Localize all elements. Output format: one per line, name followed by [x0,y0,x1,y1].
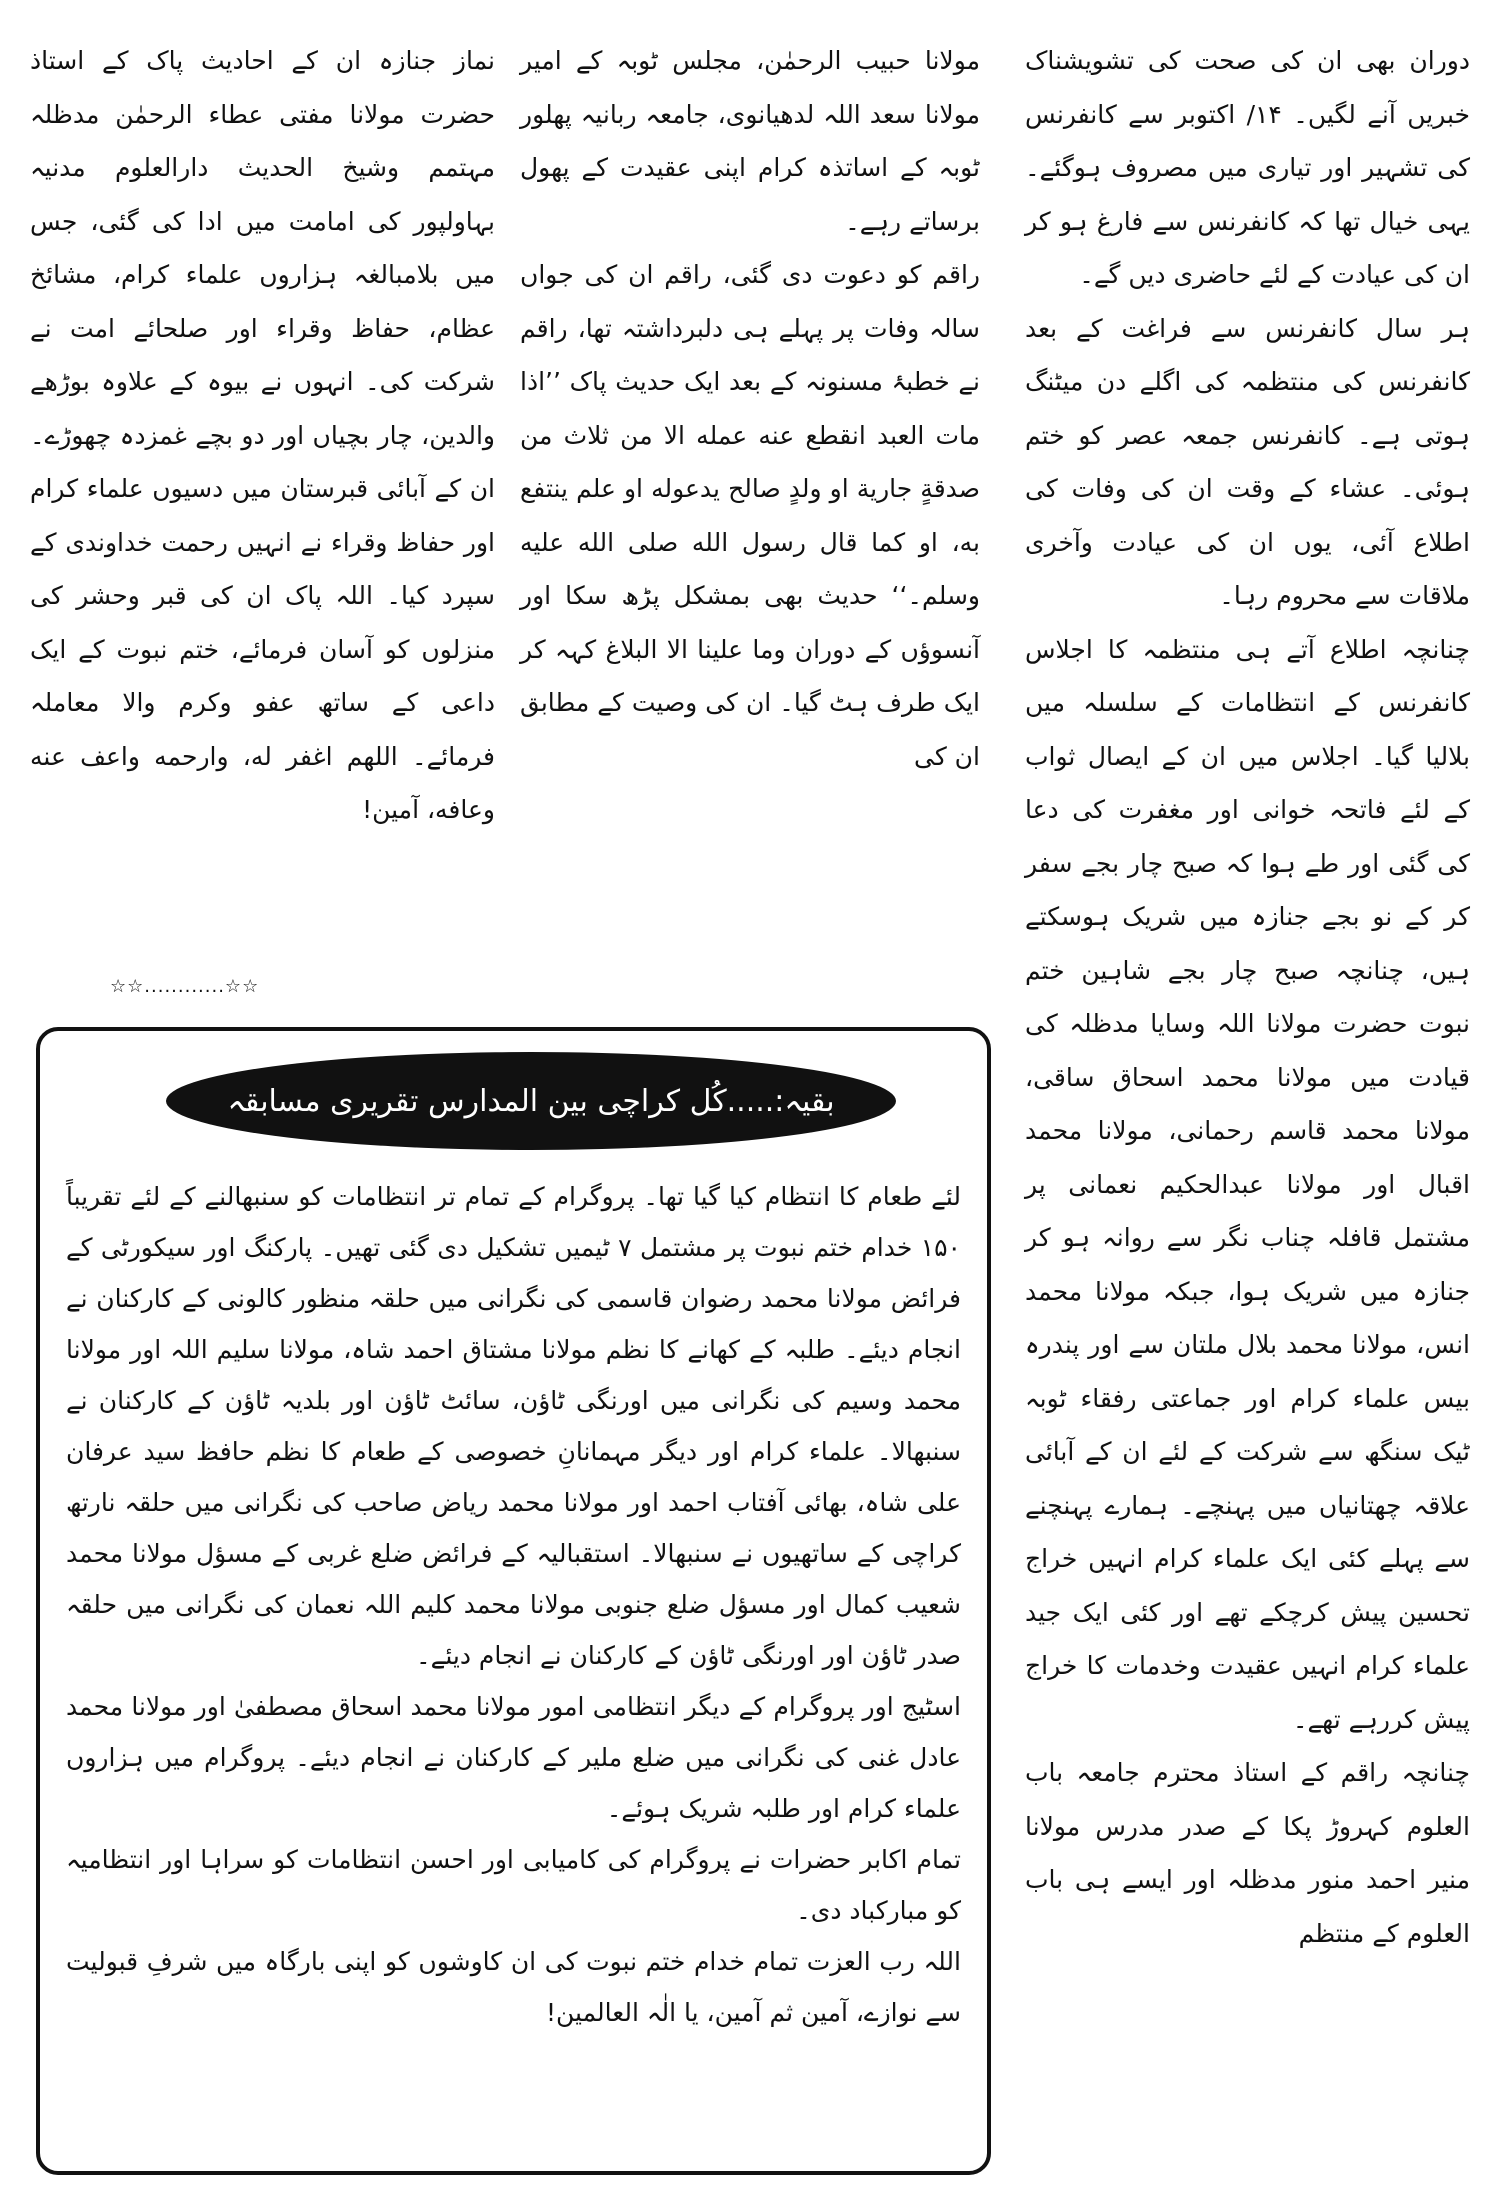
paragraph: لئے طعام کا انتظام کیا گیا تھا۔ پروگرام کے تمام تر انتظامات کو سنبھالنے کے لئے تقریباً ۱۵۰ خدام ختم نبوت پر مشتمل ۷ ٹیمیں تشکیل دی گئی تھیں۔ پارکنگ اور سیکورٹی کے فرائض مولانا محمد رضوان قاسمی کی نگرانی میں حلقہ منظور کالونی کے کارکنان نے انجام دیئے۔ طلبہ کے کھانے کا نظم مولانا مشتاق احمد شاہ، مولانا سلیم اللہ اور مولانا محمد وسیم کی نگرانی میں اورنگی ٹاؤن، سائٹ ٹاؤن اور بلدیہ ٹاؤن کے کارکنان نے سنبھالا۔ علماء کرام اور دیگر مہمانانِ خصوصی کے طعام کا نظم حافظ سید عرفان علی شاہ، بھائی آفتاب احمد اور مولانا محمد ریاض صاحب کی نگرانی میں حلقہ نارتھ کراچی کے ساتھیوں نے سنبھالا۔ استقبالیہ کے فرائض ضلع غربی کے مسؤل مولانا محمد شعیب کمال اور مسؤل ضلع جنوبی مولانا محمد کلیم اللہ نعمان کی نگرانی میں حلقہ صدر ٹاؤن اور اورنگی ٹاؤن کے کارکنان نے انجام دیئے۔ [66,1182,961,1670]
column-right [1025,34,1470,1960]
box-body [66,1171,961,2038]
box-title-banner: بقیہ:.....کُل کراچی بین المدارس تقریری مسابقہ [166,1052,896,1150]
paragraph: چنانچہ اطلاع آتے ہی منتظمہ کا اجلاس کانفرنس کے انتظامات کے سلسلہ میں بلالیا گیا۔ اجلاس میں ان کے ایصال ثواب کے لئے فاتحہ خوانی اور مغفرت کی دعا کی گئی اور طے ہوا کہ صبح چار بجے سفر کر کے نو بجے جنازہ میں شریک ہوسکتے ہیں، چنانچہ صبح چار بجے شاہین ختم نبوت حضرت مولانا اللہ وسایا مدظلہ کی قیادت میں مولانا محمد اسحاق ساقی، مولانا محمد قاسم رحمانی، مولانا محمد اقبال اور مولانا عبدالحکیم نعمانی پر مشتمل قافلہ چناب نگر سے روانہ ہو کر جنازہ میں شریک ہوا، جبکہ مولانا محمد انس، مولانا محمد بلال ملتان سے اور پندرہ بیس علماء کرام اور جماعتی رفقاء ٹوبہ ٹیک سنگھ سے شرکت کے لئے ان کے آبائی علاقہ چھتانیاں میں پہنچے۔ ہمارے پہنچنے سے پہلے کئی ایک علماء کرام انہیں خراج تحسین پیش کرچکے تھے اور کئی ایک جید علماء کرام انہیں عقیدت وخدمات کا خراج پیش کررہے تھے۔ [1025,634,1470,1734]
paragraph: دوران بھی ان کی صحت کی تشویشناک خبریں آنے لگیں۔ ۱۴/ اکتوبر سے کانفرنس کی تشہیر اور تیاری میں مصروف ہوگئے۔ یہی خیال تھا کہ کانفرنس سے فارغ ہو کر ان کی عیادت کے لئے حاضری دیں گے۔ [1025,46,1470,289]
paragraph: راقم کو دعوت دی گئی، راقم ان کی جواں سالہ وفات پر پہلے ہی دلبرداشتہ تھا، راقم نے خطبۂ مسنونہ کے بعد ایک حدیث پاک ’’اذا مات العبد انقطع عنه عمله الا من ثلاث من صدقةٍ جارية او ولدٍ صالح يدعوله او علم ينتفع به، او كما قال رسول الله صلى الله عليه وسلم۔‘‘ حدیث بھی بمشکل پڑھ سکا اور آنسوؤں کے دوران وما علينا الا البلاغ کہہ کر ایک طرف ہٹ گیا۔ ان کی وصیت کے مطابق ان کی [520,260,980,771]
paragraph: مولانا حبیب الرحمٰن، مجلس ٹوبہ کے امیر مولانا سعد اللہ لدھیانوی، جامعہ ربانیہ پھلور ٹوبہ کے اساتذہ کرام اپنی عقیدت کے پھول برساتے رہے۔ [520,46,980,236]
paragraph: اسٹیج اور پروگرام کے دیگر انتظامی امور مولانا محمد اسحاق مصطفیٰ اور مولانا محمد عادل غنی کی نگرانی میں ضلع ملیر کے کارکنان نے انجام دیئے۔ پروگرام میں ہزاروں علماء کرام اور طلبہ شریک ہوئے۔ [66,1692,961,1823]
paragraph: نماز جنازہ ان کے احادیث پاک کے استاذ حضرت مولانا مفتی عطاء الرحمٰن مدظلہ مہتمم وشیخ الحدیث دارالعلوم مدنیہ بہاولپور کی امامت میں ادا کی گئی، جس میں بلامبالغہ ہزاروں علماء کرام، مشائخ عظام، حفاظ وقراء اور صلحائے امت نے شرکت کی۔ انہوں نے بیوہ کے علاوہ بوڑھے والدین، چار بچیاں اور دو بچے غمزدہ چھوڑے۔ ان کے آبائی قبرستان میں دسیوں علماء کرام اور حفاظ وقراء نے انہیں رحمت خداوندی کے سپرد کیا۔ اللہ پاک ان کی قبر وحشر کی منزلوں کو آسان فرمائے، ختم نبوت کے ایک داعی کے ساتھ عفو وکرم والا معاملہ فرمائے۔ اللهم اغفر له، وارحمه واعف عنه وعافه، آمین! [30,46,495,824]
column-left [30,34,495,837]
continuation-box [36,1027,991,2175]
paragraph: اللہ رب العزت تمام خدام ختم نبوت کی ان کاوشوں کو اپنی بارگاہ میں شرفِ قبولیت سے نوازے، آمین ثم آمین، یا الٰہ العالمین! [66,1947,961,2027]
paragraph: ہر سال کانفرنس سے فراغت کے بعد کانفرنس کی منتظمہ کی اگلے دن میٹنگ ہوتی ہے۔ کانفرنس جمعہ عصر کو ختم ہوئی۔ عشاء کے وقت ان کی وفات کی اطلاع آئی، یوں ان کی عیادت وآخری ملاقات سے محروم رہا۔ [1025,313,1470,610]
column-middle [520,34,980,783]
paragraph: چنانچہ راقم کے استاذ محترم جامعہ باب العلوم کہروڑ پکا کے صدر مدرس مولانا منیر احمد منور مدظلہ اور ایسے ہی باب العلوم کے منتظم [1025,1758,1470,1948]
paragraph: تمام اکابر حضرات نے پروگرام کی کامیابی اور احسن انتظامات کو سراہا اور انتظامیہ کو مبارکباد دی۔ [66,1845,961,1925]
separator-stars: ☆☆............☆☆ [110,976,260,997]
